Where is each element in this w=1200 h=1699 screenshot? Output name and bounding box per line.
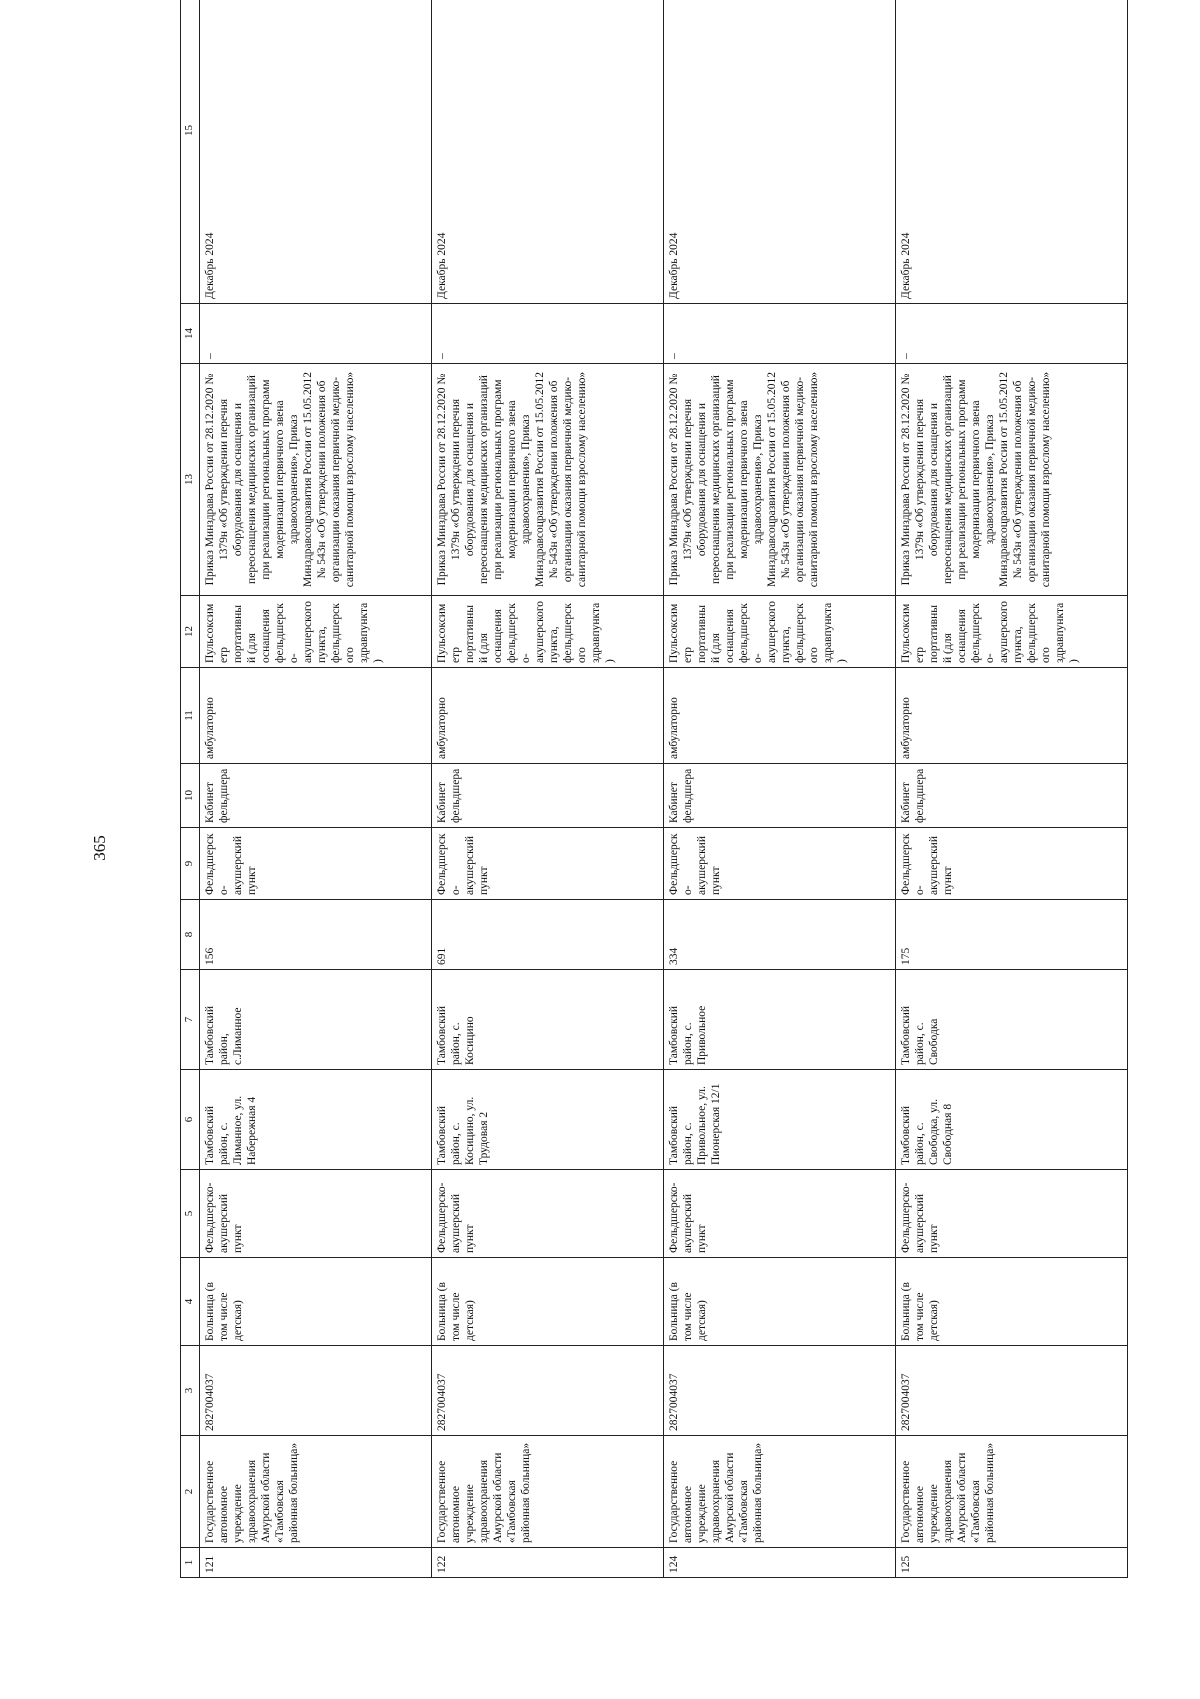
row-number: 121 — [200, 1548, 432, 1578]
header-cell-3: 3 — [181, 1346, 200, 1436]
header-cell-10: 10 — [181, 764, 200, 828]
equipment: Пульсоксиметр портативный (для оснащения фельдшерско-акушерского пункта, фельдшерского здравпункта) — [200, 596, 432, 668]
room: Кабинет фельдшера — [432, 764, 664, 828]
equipment: Пульсоксиметр портативный (для оснащения фельдшерско-акушерского пункта, фельдшерского здравпункта) — [664, 596, 896, 668]
header-cell-11: 11 — [181, 668, 200, 764]
row-number: 125 — [896, 1548, 1128, 1578]
subdivision-type: Фельдшерско-акушерский пункт — [896, 1170, 1128, 1258]
quantity: – — [432, 304, 664, 364]
population: 175 — [896, 900, 1128, 970]
locality: Тамбовский район, с. Косицино — [432, 970, 664, 1070]
organization-type: Больница (в том числе детская) — [200, 1258, 432, 1346]
header-cell-12: 12 — [181, 596, 200, 668]
inn: 2827004037 — [432, 1346, 664, 1436]
deadline: Декабрь 2024 — [664, 0, 896, 304]
header-cell-4: 4 — [181, 1258, 200, 1346]
address: Тамбовский район, с. Свободка, ул. Свободная 8 — [896, 1070, 1128, 1170]
address: Тамбовский район, с. Косицино, ул. Трудовая 2 — [432, 1070, 664, 1170]
deadline: Декабрь 2024 — [200, 0, 432, 304]
care-conditions: амбулаторно — [896, 668, 1128, 764]
header-row — [181, 0, 200, 1578]
address: Тамбовский район, с. Лиманное, ул. Набережная 4 — [200, 1070, 432, 1170]
organization-name: Государственное автономное учреждение здравоохранения Амурской области «Тамбовская районная больница» — [896, 1436, 1128, 1548]
legal-basis: Приказ Минздрава России от 28.12.2020 № 1379н «Об утверждении перечня оборудования для оснащения и переоснащения медицинских организаций при реализации региональных программ модернизации первичного звена здравоохранения», Приказ Минздравсоцразвития России от 15.05.2012 № 543н «Об утверждении положения об организации оказания первичной медико-санитарной помощи взрослому населению» — [896, 364, 1128, 596]
equipment: Пульсоксиметр портативный (для оснащения фельдшерско-акушерского пункта, фельдшерского здравпункта) — [896, 596, 1128, 668]
organization-name: Государственное автономное учреждение здравоохранения Амурской области «Тамбовская районная больница» — [664, 1436, 896, 1548]
organization-type: Больница (в том числе детская) — [432, 1258, 664, 1346]
legal-basis: Приказ Минздрава России от 28.12.2020 № 1379н «Об утверждении перечня оборудования для оснащения и переоснащения медицинских организаций при реализации региональных программ модернизации первичного звена здравоохранения», Приказ Минздравсоцразвития России от 15.05.2012 № 543н «Об утверждении положения об организации оказания первичной медико-санитарной помощи взрослому населению» — [432, 364, 664, 596]
organization-type: Больница (в том числе детская) — [896, 1258, 1128, 1346]
legal-basis: Приказ Минздрава России от 28.12.2020 № 1379н «Об утверждении перечня оборудования для оснащения и переоснащения медицинских организаций при реализации региональных программ модернизации первичного звена здравоохранения», Приказ Минздравсоцразвития России от 15.05.2012 № 543н «Об утверждении положения об организации оказания первичной медико-санитарной помощи взрослому населению» — [200, 364, 432, 596]
unit-type: Фельдшерско-акушерский пункт — [200, 828, 432, 900]
rotated-table-frame — [180, 58, 1130, 1578]
quantity: – — [896, 304, 1128, 364]
table-row — [432, 0, 664, 1578]
subdivision-type: Фельдшерско-акушерский пункт — [432, 1170, 664, 1258]
population: 691 — [432, 900, 664, 970]
care-conditions: амбулаторно — [664, 668, 896, 764]
header-cell-15: 15 — [181, 0, 200, 304]
unit-type: Фельдшерско-акушерский пункт — [432, 828, 664, 900]
population: 156 — [200, 900, 432, 970]
address: Тамбовский район, с. Привольное, ул. Пионерская 12/1 — [664, 1070, 896, 1170]
locality: Тамбовский район, с.Лиманное — [200, 970, 432, 1070]
organization-name: Государственное автономное учреждение здравоохранения Амурской области «Тамбовская районная больница» — [200, 1436, 432, 1548]
inn: 2827004037 — [896, 1346, 1128, 1436]
equipment: Пульсоксиметр портативный (для оснащения фельдшерско-акушерского пункта, фельдшерского здравпункта) — [432, 596, 664, 668]
header-cell-8: 8 — [181, 900, 200, 970]
quantity: – — [200, 304, 432, 364]
header-cell-14: 14 — [181, 304, 200, 364]
table-row — [664, 0, 896, 1578]
care-conditions: амбулаторно — [432, 668, 664, 764]
quantity: – — [664, 304, 896, 364]
locality: Тамбовский район, с. Привольное — [664, 970, 896, 1070]
deadline: Декабрь 2024 — [432, 0, 664, 304]
header-cell-9: 9 — [181, 828, 200, 900]
population: 334 — [664, 900, 896, 970]
row-number: 122 — [432, 1548, 664, 1578]
header-cell-13: 13 — [181, 364, 200, 596]
room: Кабинет фельдшера — [896, 764, 1128, 828]
room: Кабинет фельдшера — [200, 764, 432, 828]
header-cell-5: 5 — [181, 1170, 200, 1258]
rotated-table-content — [180, 58, 1130, 1578]
organization-name: Государственное автономное учреждение здравоохранения Амурской области «Тамбовская районная больница» — [432, 1436, 664, 1548]
header-cell-6: 6 — [181, 1070, 200, 1170]
legal-basis: Приказ Минздрава России от 28.12.2020 № 1379н «Об утверждении перечня оборудования для оснащения и переоснащения медицинских организаций при реализации региональных программ модернизации первичного звена здравоохранения», Приказ Минздравсоцразвития России от 15.05.2012 № 543н «Об утверждении положения об организации оказания первичной медико-санитарной помощи взрослому населению» — [664, 364, 896, 596]
equipment-table — [180, 0, 1128, 1578]
unit-type: Фельдшерско-акушерский пункт — [896, 828, 1128, 900]
organization-type: Больница (в том числе детская) — [664, 1258, 896, 1346]
unit-type: Фельдшерско-акушерский пункт — [664, 828, 896, 900]
locality: Тамбовский район, с. Свободка — [896, 970, 1128, 1070]
table-row — [896, 0, 1128, 1578]
subdivision-type: Фельдшерско-акушерский пункт — [200, 1170, 432, 1258]
inn: 2827004037 — [200, 1346, 432, 1436]
table-row — [200, 0, 432, 1578]
header-cell-1: 1 — [181, 1548, 200, 1578]
care-conditions: амбулаторно — [200, 668, 432, 764]
page-number: 365 — [90, 835, 109, 861]
header-cell-2: 2 — [181, 1436, 200, 1548]
header-cell-7: 7 — [181, 970, 200, 1070]
subdivision-type: Фельдшерско-акушерский пункт — [664, 1170, 896, 1258]
row-number: 124 — [664, 1548, 896, 1578]
inn: 2827004037 — [664, 1346, 896, 1436]
room: Кабинет фельдшера — [664, 764, 896, 828]
deadline: Декабрь 2024 — [896, 0, 1128, 304]
